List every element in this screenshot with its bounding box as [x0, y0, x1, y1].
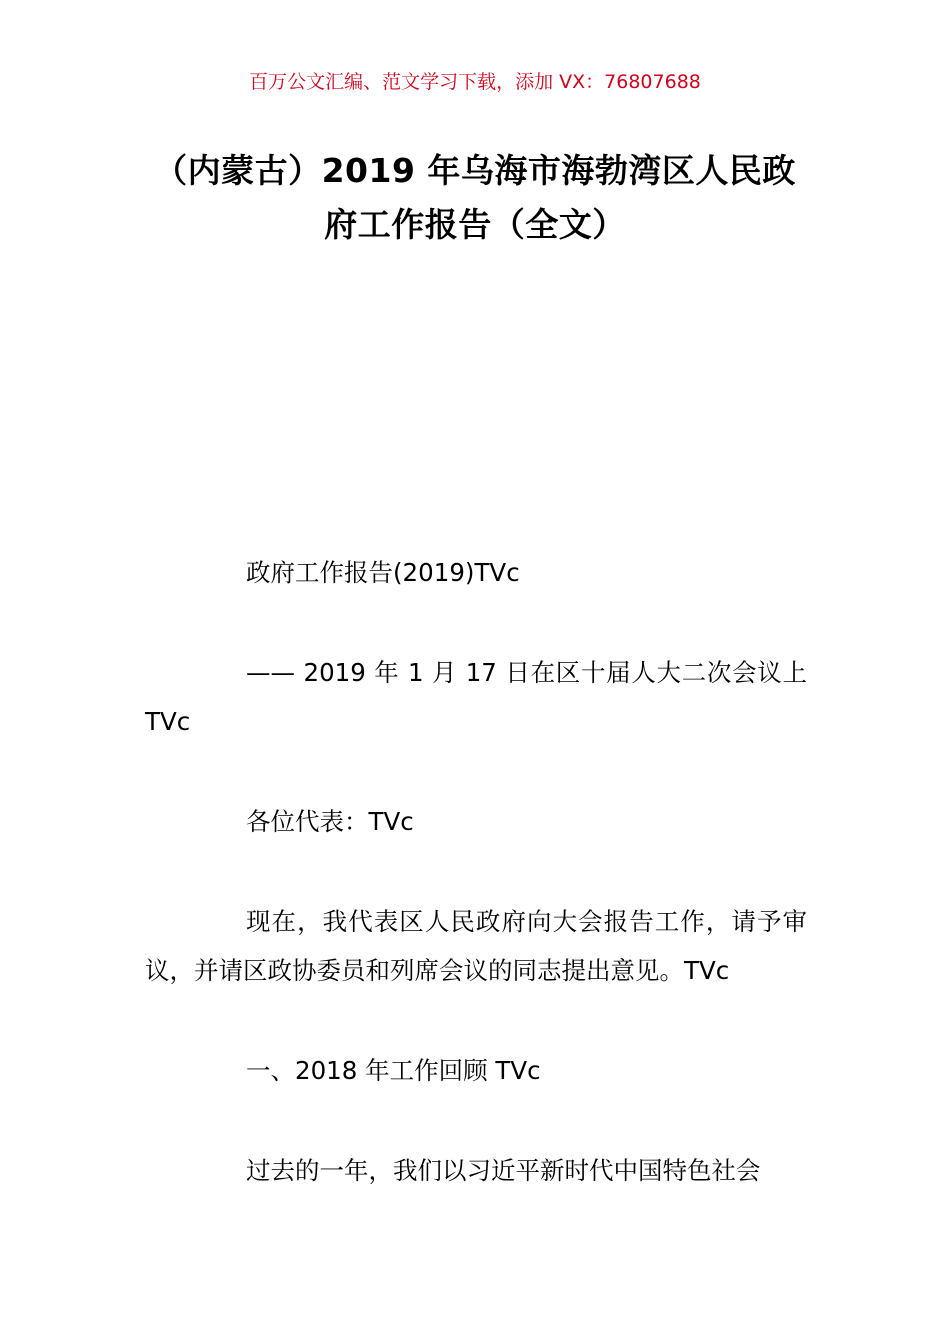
title-line-2: 府工作报告（全文） [324, 205, 626, 244]
salutation: 各位代表：TVc [246, 807, 414, 836]
document-title [145, 144, 805, 252]
body-paragraph: 过去的一年，我们以习近平新时代中国特色社会 [246, 1156, 761, 1185]
section-heading: 一、2018 年工作回顾 TVc [246, 1056, 541, 1085]
report-heading: 政府工作报告(2019)TVc [246, 558, 520, 587]
intro-paragraph: 现在，我代表区人民政府向大会报告工作，请予审议，并请区政协委员和列席会议的同志提出意见。TVc [145, 907, 807, 985]
title-line-1: （内蒙古）2019 年乌海市海勃湾区人民政 [154, 151, 796, 190]
header-note: 百万公文汇编、范文学习下载，添加 VX：76807688 [249, 71, 701, 93]
report-subtitle: —— 2019 年 1 月 17 日在区十届人大二次会议上 TVc [145, 658, 807, 736]
